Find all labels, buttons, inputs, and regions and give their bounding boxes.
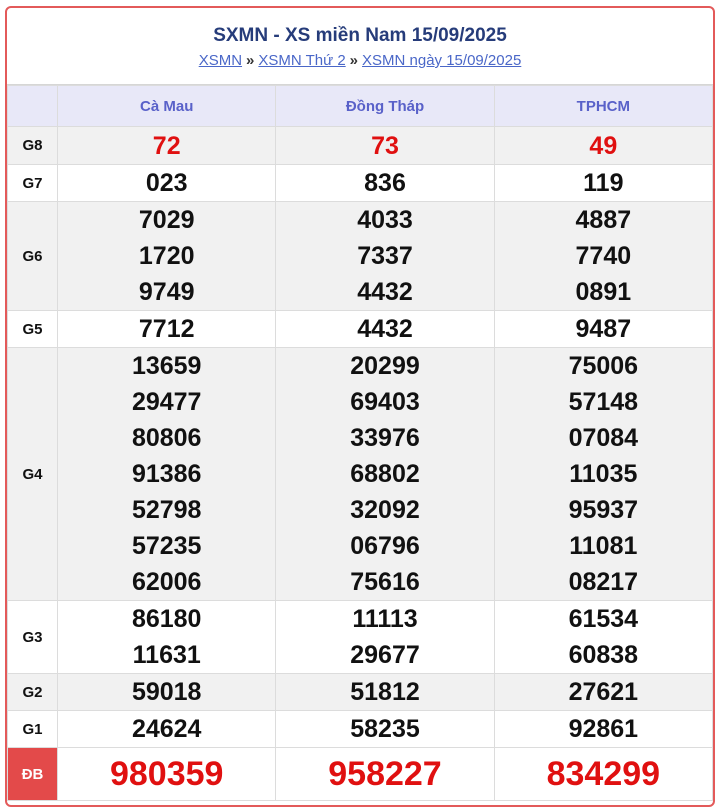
prize-row-db — [8, 748, 713, 801]
prize-cell — [494, 348, 712, 601]
prize-number: 023 — [145, 169, 188, 197]
breadcrumb-separator: » — [349, 52, 359, 69]
breadcrumb-link-weekday[interactable]: XSMN Thứ 2 — [258, 52, 346, 69]
prize-cell — [58, 674, 276, 711]
prize-number: 980359 — [109, 755, 224, 793]
prize-number: 7337 — [357, 242, 413, 270]
prize-number: 13659 — [131, 352, 202, 380]
prize-row-g6 — [8, 202, 713, 311]
prize-number: 4887 — [575, 206, 632, 234]
province-header-tphcm: TPHCM — [494, 86, 712, 127]
prize-number: 11631 — [132, 641, 201, 669]
prize-number: 08217 — [568, 568, 639, 596]
prize-number: 72 — [152, 131, 181, 160]
corner-cell — [8, 86, 58, 127]
prize-cell — [494, 674, 712, 711]
prize-row-g8 — [8, 127, 713, 165]
results-panel — [5, 6, 715, 807]
prize-label: G3 — [8, 601, 58, 674]
prize-number: 29677 — [350, 641, 420, 669]
prize-label: G5 — [8, 311, 58, 348]
prize-label: G1 — [8, 711, 58, 748]
prize-row-g4 — [8, 348, 713, 601]
prize-number: 60838 — [568, 641, 639, 669]
prize-row-g3 — [8, 601, 713, 674]
prize-row-g5 — [8, 311, 713, 348]
prize-number: 92861 — [568, 715, 639, 743]
prize-cell — [58, 748, 276, 801]
prize-row-g7 — [8, 165, 713, 202]
province-header-ca-mau: Cà Mau — [58, 86, 276, 127]
prize-number: 119 — [583, 169, 624, 197]
prize-number: 49 — [589, 131, 618, 160]
prize-number: 52798 — [131, 496, 202, 524]
prize-cell — [494, 601, 712, 674]
prize-label: G2 — [8, 674, 58, 711]
prize-number: 834299 — [546, 755, 661, 793]
prize-number: 20299 — [350, 352, 420, 380]
prize-cell — [58, 202, 276, 311]
prize-number: 07084 — [568, 424, 639, 452]
prize-number: 32092 — [350, 496, 420, 524]
prize-number: 73 — [371, 131, 399, 160]
prize-label: ĐB — [8, 748, 58, 801]
prize-number: 61534 — [568, 605, 639, 633]
prize-number: 1720 — [138, 242, 195, 270]
prize-number: 11035 — [569, 460, 638, 488]
prize-cell — [58, 165, 276, 202]
prize-number: 80806 — [131, 424, 202, 452]
prize-number: 95937 — [568, 496, 639, 524]
prize-cell — [276, 311, 494, 348]
prize-row-g1 — [8, 711, 713, 748]
prize-cell — [276, 711, 494, 748]
results-table — [7, 85, 713, 801]
prize-cell — [494, 748, 712, 801]
prize-cell — [276, 127, 494, 165]
prize-cell — [276, 348, 494, 601]
prize-label: G7 — [8, 165, 58, 202]
prize-cell — [276, 165, 494, 202]
prize-number: 51812 — [350, 678, 420, 706]
prize-cell — [276, 601, 494, 674]
prize-number: 58235 — [350, 715, 420, 743]
province-header-row — [8, 86, 713, 127]
prize-number: 7029 — [138, 206, 195, 234]
prize-number: 68802 — [350, 460, 420, 488]
breadcrumb — [7, 52, 713, 70]
page-title: SXMN - XS miền Nam 15/09/2025 — [213, 25, 507, 46]
prize-number: 91386 — [131, 460, 202, 488]
results-header — [7, 8, 713, 85]
prize-number: 75616 — [350, 568, 420, 596]
prize-label: G6 — [8, 202, 58, 311]
prize-number: 7712 — [138, 315, 195, 343]
prize-cell — [58, 127, 276, 165]
prize-number: 57235 — [131, 532, 202, 560]
prize-number: 7740 — [575, 242, 632, 270]
prize-number: 4432 — [357, 278, 413, 306]
prize-cell — [494, 165, 712, 202]
prize-cell — [58, 711, 276, 748]
prize-number: 11113 — [352, 605, 418, 633]
prize-cell — [58, 348, 276, 601]
prize-cell — [494, 711, 712, 748]
prize-number: 33976 — [350, 424, 420, 452]
prize-number: 0891 — [575, 278, 632, 306]
breadcrumb-separator: » — [246, 52, 255, 69]
prize-number: 27621 — [568, 678, 639, 706]
prize-cell — [58, 311, 276, 348]
prize-number: 75006 — [568, 352, 639, 380]
prize-cell — [494, 202, 712, 311]
prize-label: G4 — [8, 348, 58, 601]
prize-number: 69403 — [350, 388, 420, 416]
prize-number: 86180 — [131, 605, 202, 633]
prize-number: 06796 — [350, 532, 420, 560]
prize-number: 59018 — [131, 678, 202, 706]
prize-number: 4432 — [357, 315, 413, 343]
prize-cell — [276, 202, 494, 311]
prize-number: 57148 — [568, 388, 639, 416]
prize-number: 958227 — [328, 755, 442, 793]
province-header-dong-thap: Đồng Tháp — [276, 86, 494, 127]
breadcrumb-link-xsmn[interactable]: XSMN — [198, 52, 243, 69]
prize-cell — [276, 748, 494, 801]
prize-number: 4033 — [357, 206, 413, 234]
prize-cell — [58, 601, 276, 674]
prize-number: 24624 — [131, 715, 202, 743]
prize-cell — [494, 127, 712, 165]
prize-row-g2 — [8, 674, 713, 711]
breadcrumb-link-date[interactable]: XSMN ngày 15/09/2025 — [362, 52, 522, 69]
prize-label: G8 — [8, 127, 58, 165]
prize-number: 29477 — [131, 388, 202, 416]
prize-number: 9749 — [138, 278, 195, 306]
prize-number: 11081 — [569, 532, 638, 560]
prize-cell — [276, 674, 494, 711]
prize-number: 62006 — [131, 568, 202, 596]
prize-number: 836 — [364, 169, 406, 197]
prize-number: 9487 — [575, 315, 632, 343]
prize-cell — [494, 311, 712, 348]
